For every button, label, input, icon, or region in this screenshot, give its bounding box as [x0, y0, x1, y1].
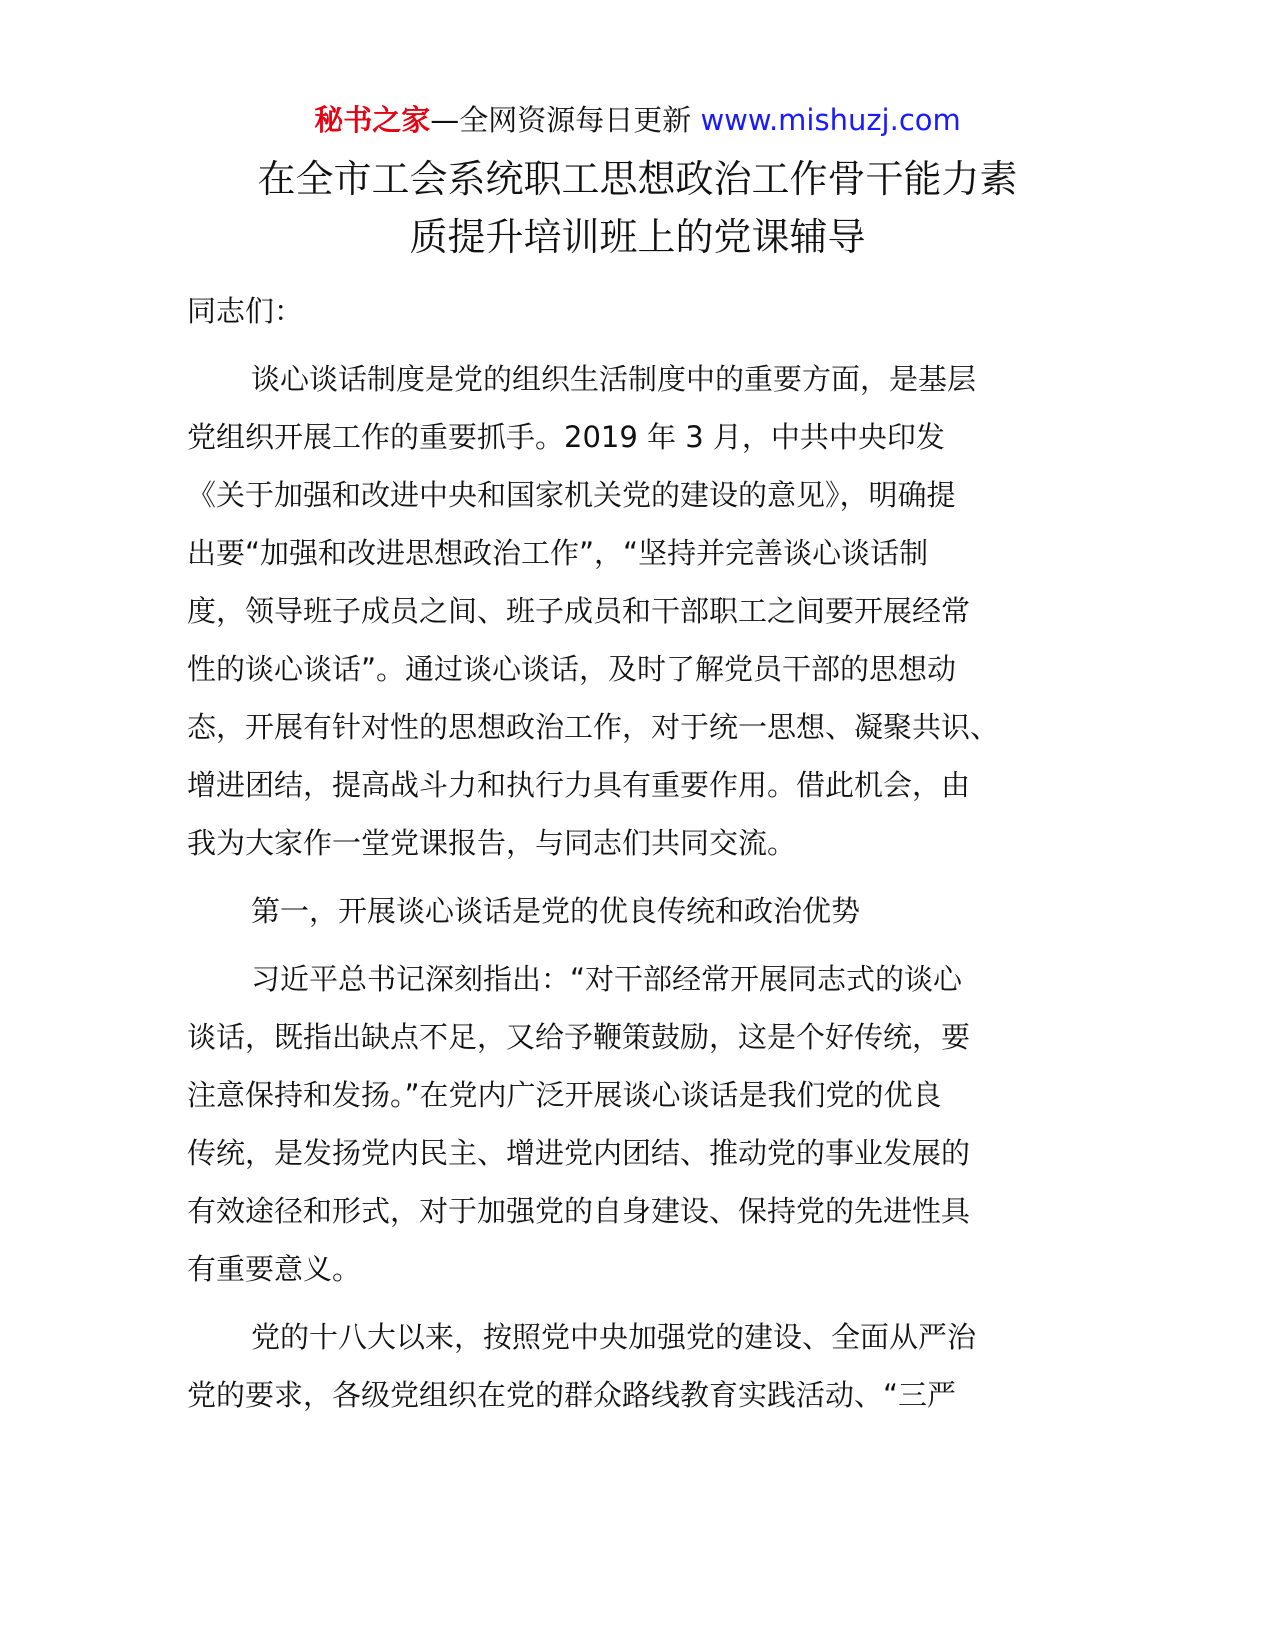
paragraph-line: 谈话，既指出缺点不足，又给予鞭策鼓励，这是个好传统，要 — [187, 1020, 971, 1054]
site-url-link[interactable]: www.mishuzj.com — [700, 103, 961, 137]
paragraph-tradition — [187, 950, 1087, 1298]
site-tagline: —全网资源每日更新 — [430, 103, 701, 137]
salutation: 同志们： — [187, 294, 304, 328]
paragraph-line: 谈心谈话制度是党的组织生活制度中的重要方面，是基层 — [251, 362, 977, 396]
paragraph-line: 习近平总书记深刻指出：“对干部经常开展同志式的谈心 — [251, 962, 963, 996]
paragraph-line: 《关于加强和改进中央和国家机关党的建设的意见》，明确提 — [187, 478, 956, 512]
paragraph-since-18th-congress — [187, 1308, 1087, 1424]
paragraph-line: 态，开展有针对性的思想政治工作，对于统一思想、凝聚共识、 — [187, 710, 1000, 744]
document-title-line-1: 在全市工会系统职工思想政治工作骨干能力素 — [257, 157, 1018, 201]
paragraph-line: 有效途径和形式，对于加强党的自身建设、保持党的先进性具 — [187, 1194, 971, 1228]
site-header — [0, 100, 1275, 140]
paragraph-line: 有重要意义。 — [187, 1252, 362, 1286]
paragraph-line: 党的要求，各级党组织在党的群众路线教育实践活动、“三严 — [187, 1378, 957, 1412]
document-body — [187, 282, 1087, 1434]
section-heading-line: 第一，开展谈心谈话是党的优良传统和政治优势 — [251, 894, 861, 928]
section-heading-1 — [187, 882, 1087, 940]
document-title-line-2: 质提升培训班上的党课辅导 — [409, 215, 866, 259]
paragraph-line: 注意保持和发扬。”在党内广泛开展谈心谈话是我们党的优良 — [187, 1078, 942, 1112]
document-title — [150, 150, 1125, 266]
paragraph-line: 性的谈心谈话”。通过谈心谈话，及时了解党员干部的思想动 — [187, 652, 957, 686]
paragraph-intro — [187, 350, 1087, 872]
paragraph-line: 出要“加强和改进思想政治工作”，“坚持并完善谈心谈话制 — [187, 536, 929, 570]
paragraph-line: 党组织开展工作的重要抓手。2019 年 3 月，中共中央印发 — [187, 420, 945, 454]
paragraph-line: 传统，是发扬党内民主、增进党内团结、推动党的事业发展的 — [187, 1136, 971, 1170]
paragraph-line: 增进团结，提高战斗力和执行力具有重要作用。借此机会，由 — [187, 768, 971, 802]
paragraph-line: 党的十八大以来，按照党中央加强党的建设、全面从严治 — [251, 1320, 977, 1354]
paragraph-line: 我为大家作一堂党课报告，与同志们共同交流。 — [187, 826, 797, 860]
site-brand: 秘书之家 — [314, 103, 431, 137]
paragraph-line: 度，领导班子成员之间、班子成员和干部职工之间要开展经常 — [187, 594, 971, 628]
